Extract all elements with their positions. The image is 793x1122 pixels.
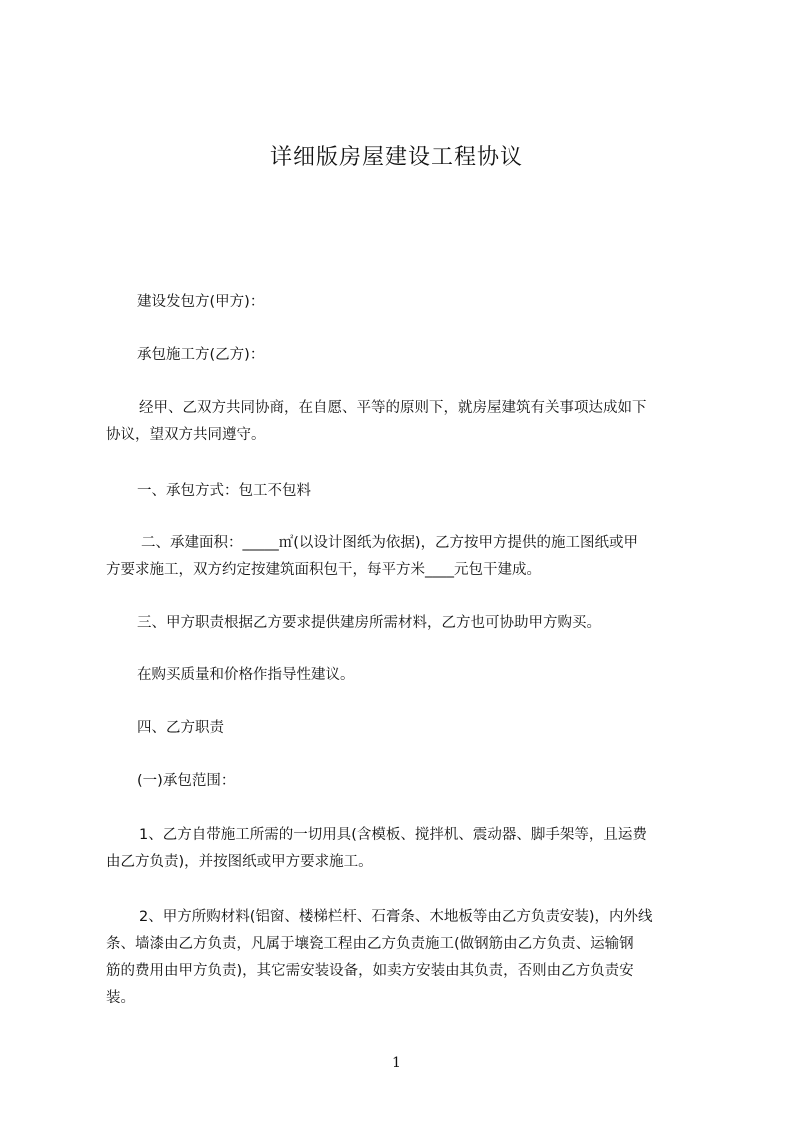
clause-4-heading: 四、乙方职责 (137, 720, 224, 736)
party-a-line: 建设发包方(甲方)： (137, 294, 265, 310)
clause-1: 一、承包方式：包工不包料 (137, 483, 311, 499)
intro-line-2: 协议，望双方共同遵守。 (106, 427, 266, 443)
item-2-line-4: 装。 (106, 990, 135, 1006)
party-b-line: 承包施工方(乙方)： (137, 347, 265, 363)
item-2-line-3: 筋的费用由甲方负责)，其它需安装设备，如卖方安装由其负责，否则由乙方负责安 (106, 963, 634, 979)
page-number: 1 (392, 1055, 401, 1071)
item-2-line-2: 条、墙漆由乙方负责，凡属于壤瓷工程由乙方负责施工(做钢筋由乙方负责、运输钢 (106, 936, 634, 952)
item-1-line-2: 由乙方负责)，并按图纸或甲方要求施工。 (106, 854, 373, 870)
clause-3-continued: 在购买质量和价格作指导性建议。 (137, 667, 355, 683)
intro-line-1: 经甲、乙双方共同协商，在自愿、平等的原则下，就房屋建筑有关事项达成如下 (139, 400, 647, 416)
clause-4-subheading: (一)承包范围： (137, 773, 236, 789)
item-2-line-1: 2、甲方所购材料(铝窗、楼梯栏杆、石膏条、木地板等由乙方负责安装)，内外线 (139, 909, 653, 925)
clause-3: 三、甲方职责根据乙方要求提供建房所需材料，乙方也可协助甲方购买。 (137, 615, 601, 631)
item-1-line-1: 1、乙方自带施工所需的一切用具(含模板、搅拌机、震动器、脚手架等，且运费 (139, 827, 647, 843)
clause-2-line-1: 二、承建面积：_____㎡(以设计图纸为依据)，乙方按甲方提供的施工图纸或甲 (141, 535, 639, 551)
clause-2-line-2: 方要求施工，双方约定按建筑面积包干，每平方米____元包干建成。 (106, 562, 541, 578)
document-title: 详细版房屋建设工程协议 (269, 145, 523, 170)
